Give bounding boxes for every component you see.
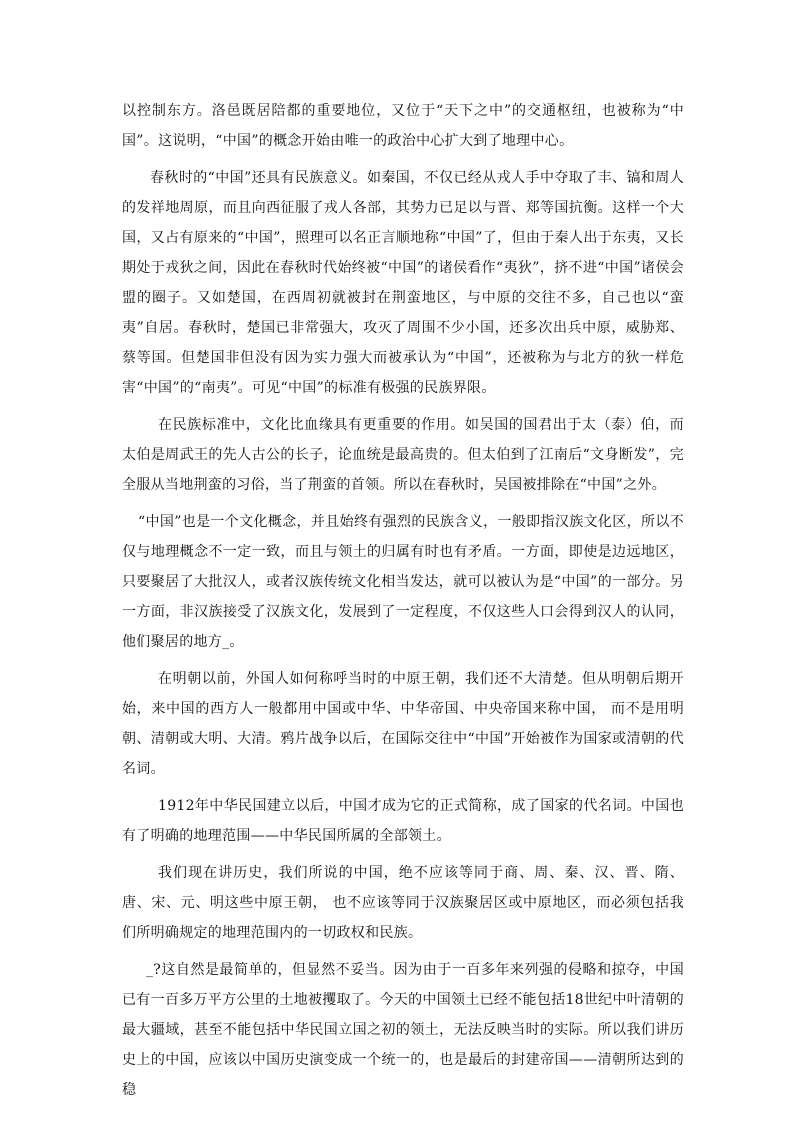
paragraph-8: _?这自然是最简单的，但显然不妥当。因为由于一百多年来列强的侵略和掠夺，中国已有一百多万平方公里的土地被攫取了。今天的中国领土已经不能包括18世纪中叶清朝的最大疆域，甚至不能包括中华民国立国之初的领土，无法反映当时的实际。所以我们讲历史上的中国，应该以中国历史演变成一个统一的，也是最后的封建帝国——清朝所达到的稳 [122, 962, 684, 1098]
document-body [122, 96, 684, 1112]
paragraph-3: 在民族标准中，文化比血缘具有更重要的作用。如吴国的国君出于太（泰）伯，而太伯是周武王的先人古公的长子，论血统是最高贵的。但太伯到了江南后“文身断发”，完全服从当地荆蛮的习俗，当了荆蛮的首领。所以在春秋时，吴国被排除在“中国”之外。 [122, 417, 684, 493]
paragraph-1: 以控制东方。洛邑既居陪都的重要地位，又位于“天下之中”的交通枢纽，也被称为“中国”。这说明，“中国”的概念开始由唯一的政治中心扩大到了地理中心。 [122, 103, 684, 149]
paragraph-5: 在明朝以前，外国人如何称呼当时的中原王朝，我们还不大清楚。但从明朝后期开始，来中国的西方人一般都用中国或中华、中华帝国、中央帝国来称中国， 而不是用明朝、清朝或大明、大清。鸦片战争以后，在国际交往中“中国”开始被作为国家或清朝的代名词。 [122, 671, 684, 777]
paragraph-4: “中国”也是一个文化概念，并且始终有强烈的民族含义，一般即指汉族文化区，所以不仅与地理概念不一定一致，而且与领土的归属有时也有矛盾。一方面，即使是边远地区，只要聚居了大批汉人，或者汉族传统文化相当发达，就可以被认为是“中国”的一部分。另一方面，非汉族接受了汉族文化，发展到了一定程度，不仅这些人口会得到汉人的认同，他们聚居的地方_。 [122, 514, 684, 650]
paragraph-2: 春秋时的“中国”还具有民族意义。如秦国，不仅已经从戎人手中夺取了丰、镐和周人的发祥地周原，而且向西征服了戎人各部，其势力已足以与晋、郑等国抗衡。这样一个大国，又占有原来的“中国”，照理可以名正言顺地称“中国”了，但由于秦人出于东夷，又长期处于戎狄之间，因此在春秋时代始终被“中国”的诸侯看作“夷狄”，挤不进“中国”诸侯会盟的圈子。又如楚国，在西周初就被封在荆蛮地区，与中原的交往不多，自己也以“蛮夷”自居。春秋时，楚国已非常强大，攻灭了周围不少小国，还多次出兵中原，威胁郑、蔡等国。但楚国非但没有因为实力强大而被承认为“中国”，还被称为与北方的狄一样危害“中国”的“南夷”。可见“中国”的标准有极强的民族界限。 [122, 170, 684, 396]
paragraph-7: 我们现在讲历史，我们所说的中国，绝不应该等同于商、周、秦、汉、晋、隋、唐、宋、元、明这些中原王朝， 也不应该等同于汉族聚居区或中原地区，而必须包括我们所明确规定的地理范围内的一切政权和民族。 [122, 865, 684, 941]
paragraph-6: 1912年中华民国建立以后，中国才成为它的正式简称，成了国家的代名词。中国也有了明确的地理范围——中华民国所属的全部领土。 [122, 798, 684, 844]
